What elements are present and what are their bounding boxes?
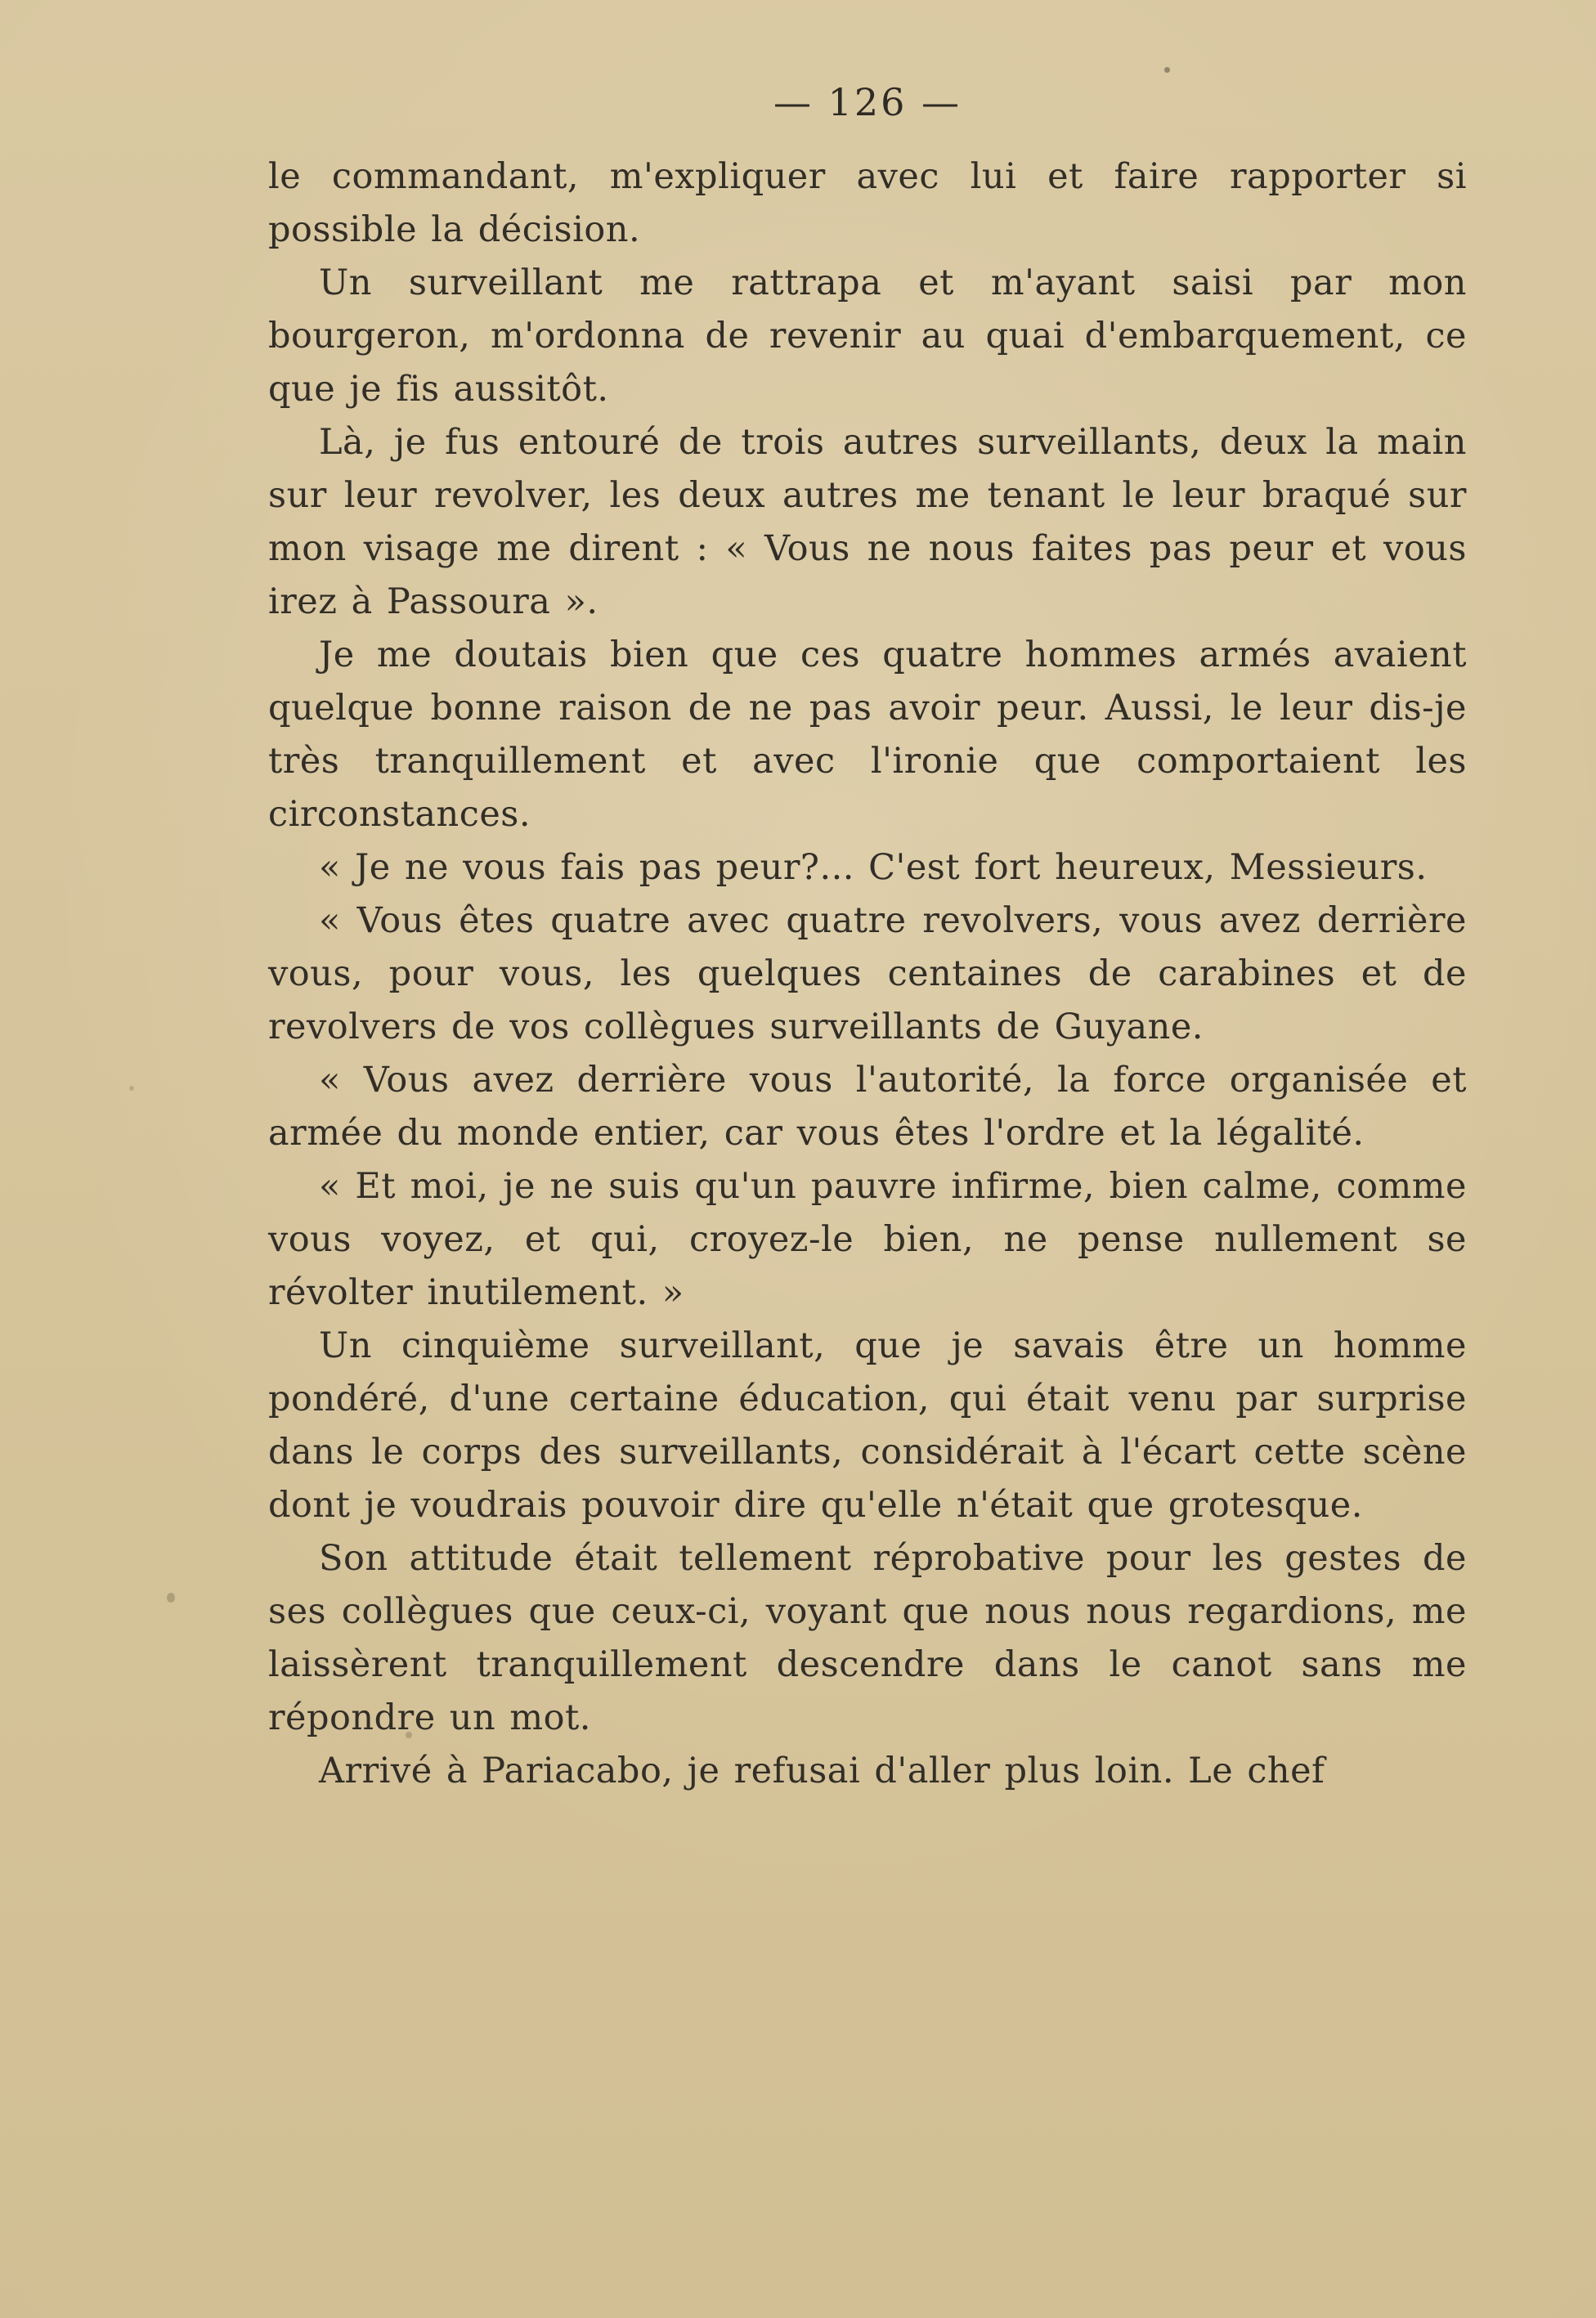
paragraph: « Et moi, je ne suis qu'un pauvre infirme, bien calme, comme vous voyez, et qui, croyez-le bien, ne pense nullement se révolter inutilement. »: [268, 1166, 1467, 1313]
paper-speck: [406, 1732, 412, 1738]
paper-speck: [129, 1086, 134, 1091]
paragraph: « Vous avez derrière vous l'autorité, la force organisée et armée du monde entier, car vous êtes l'ordre et la légalité.: [268, 1060, 1467, 1154]
paragraph: Là, je fus entouré de trois autres surveillants, deux la main sur leur revolver, les deux autres me tenant le leur braqué sur mon visage me dirent : « Vous ne nous faites pas peur et vous irez à Passoura ».: [268, 422, 1467, 622]
paragraph: Un cinquième surveillant, que je savais être un homme pondéré, d'une certaine éducation, qui était venu par surprise dans le corps des surveillants, considérait à l'écart cette scène dont je voudrais pouvoir dire qu'elle n'était que grotesque.: [268, 1325, 1467, 1526]
page-number: — 126 —: [773, 80, 962, 124]
paragraph: Arrivé à Pariacabo, je refusai d'aller plus loin. Le chef: [319, 1751, 1325, 1791]
paragraph: Son attitude était tellement réprobative pour les gestes de ses collègues que ceux-ci, voyant que nous nous regardions, me laissèrent tranquillement descendre dans le canot sans me répondre un mot.: [268, 1538, 1467, 1738]
paragraph: « Je ne vous fais pas peur?... C'est fort heureux, Messieurs.: [319, 847, 1428, 888]
paper-speck: [167, 1593, 175, 1603]
paragraph: Je me doutais bien que ces quatre hommes armés avaient quelque bonne raison de ne pas avoir peur. Aussi, le leur dis-je très tranquillement et avec l'ironie que comportaient les circonstances.: [268, 634, 1467, 835]
paragraph: le commandant, m'expliquer avec lui et faire rapporter si possible la décision.: [268, 156, 1467, 250]
paper-speck: [1164, 67, 1170, 73]
paragraph: « Vous êtes quatre avec quatre revolvers, vous avez derrière vous, pour vous, les quelques centaines de carabines et de revolvers de vos collègues surveillants de Guyane.: [268, 900, 1467, 1047]
paragraph: Un surveillant me rattrapa et m'ayant saisi par mon bourgeron, m'ordonna de revenir au quai d'embarquement, ce que je fis aussitôt.: [268, 262, 1467, 410]
page-text-block: [268, 150, 1467, 1798]
